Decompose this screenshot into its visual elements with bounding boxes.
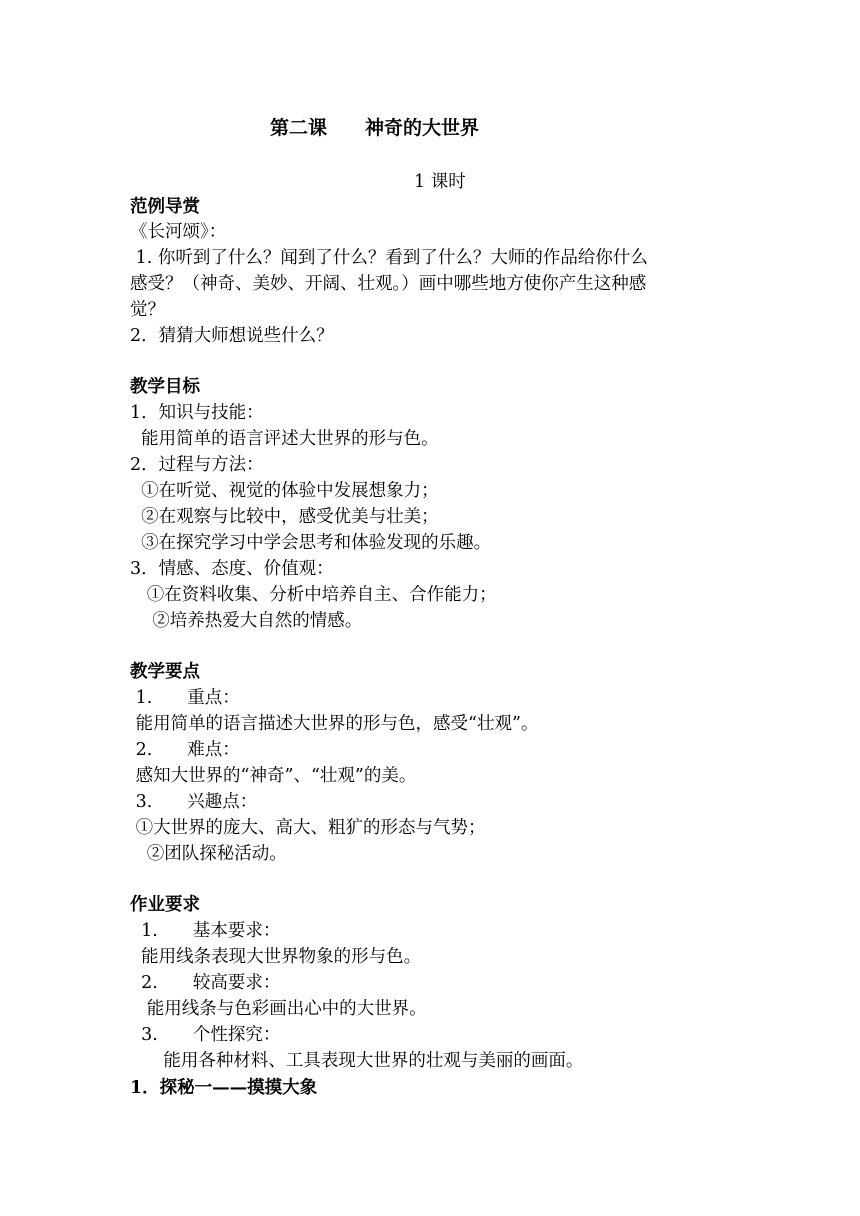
lesson-title: 第二课 神奇的大世界 xyxy=(270,117,480,139)
section-heading-example: 范例导赏 xyxy=(130,197,200,217)
keypoints-line: ①大世界的庞大、高大、粗犷的形态与气势； xyxy=(130,818,486,838)
goals-line: ②培养热爱大自然的情感。 xyxy=(130,611,363,631)
example-line: 觉？ xyxy=(130,300,165,320)
goals-line: 1．知识与技能： xyxy=(130,403,264,423)
section-heading-homework: 作业要求 xyxy=(130,895,200,915)
keypoints-line: 2. 难点： xyxy=(130,740,240,760)
homework-line: 能用线条表现大世界物象的形与色。 xyxy=(130,947,422,967)
example-line: 2．猜猜大师想说些什么？ xyxy=(130,326,334,346)
homework-line: 2. 较高要求： xyxy=(130,973,281,993)
goals-line: ③在探究学习中学会思考和体验发现的乐趣。 xyxy=(130,533,492,553)
example-line: 《长河颂》： xyxy=(130,222,227,242)
homework-line: 3. 个性探究： xyxy=(130,1025,281,1045)
goals-line: ②在观察与比较中，感受优美与壮美； xyxy=(130,507,439,527)
homework-line: 能用各种材料、工具表现大世界的壮观与美丽的画面。 xyxy=(130,1051,584,1071)
goals-line: ①在资料收集、分析中培养自主、合作能力； xyxy=(130,585,497,605)
goals-line: ①在听觉、视觉的体验中发展想象力； xyxy=(130,481,439,501)
keypoints-line: ②团队探秘活动。 xyxy=(130,844,287,864)
example-line: 1. 你听到了什么？闻到了什么？看到了什么？大师的作品给你什么 xyxy=(130,248,648,268)
section-heading-explore: 1．探秘一——摸摸大象 xyxy=(130,1078,318,1098)
homework-line: 能用线条与色彩画出心中的大世界。 xyxy=(130,999,427,1019)
keypoints-line: 1. 重点： xyxy=(130,688,240,708)
example-line: 感受？（神奇、美妙、开阔、壮观。）画中哪些地方使你产生这种感 xyxy=(130,274,647,294)
goals-line: 3．情感、态度、价值观： xyxy=(130,559,334,579)
keypoints-line: 感知大世界的“神奇”、“壮观”的美。 xyxy=(130,766,417,786)
section-heading-goals: 教学目标 xyxy=(130,377,200,397)
goals-line: 2．过程与方法： xyxy=(130,455,264,475)
keypoints-line: 3. 兴趣点： xyxy=(130,792,258,812)
goals-line: 能用简单的语言评述大世界的形与色。 xyxy=(130,429,439,449)
section-heading-keypoints: 教学要点 xyxy=(130,662,200,682)
homework-line: 1. 基本要求： xyxy=(130,921,281,941)
keypoints-line: 能用简单的语言描述大世界的形与色，感受“壮观”。 xyxy=(130,714,539,734)
lesson-time: 1 课时 xyxy=(414,172,466,192)
